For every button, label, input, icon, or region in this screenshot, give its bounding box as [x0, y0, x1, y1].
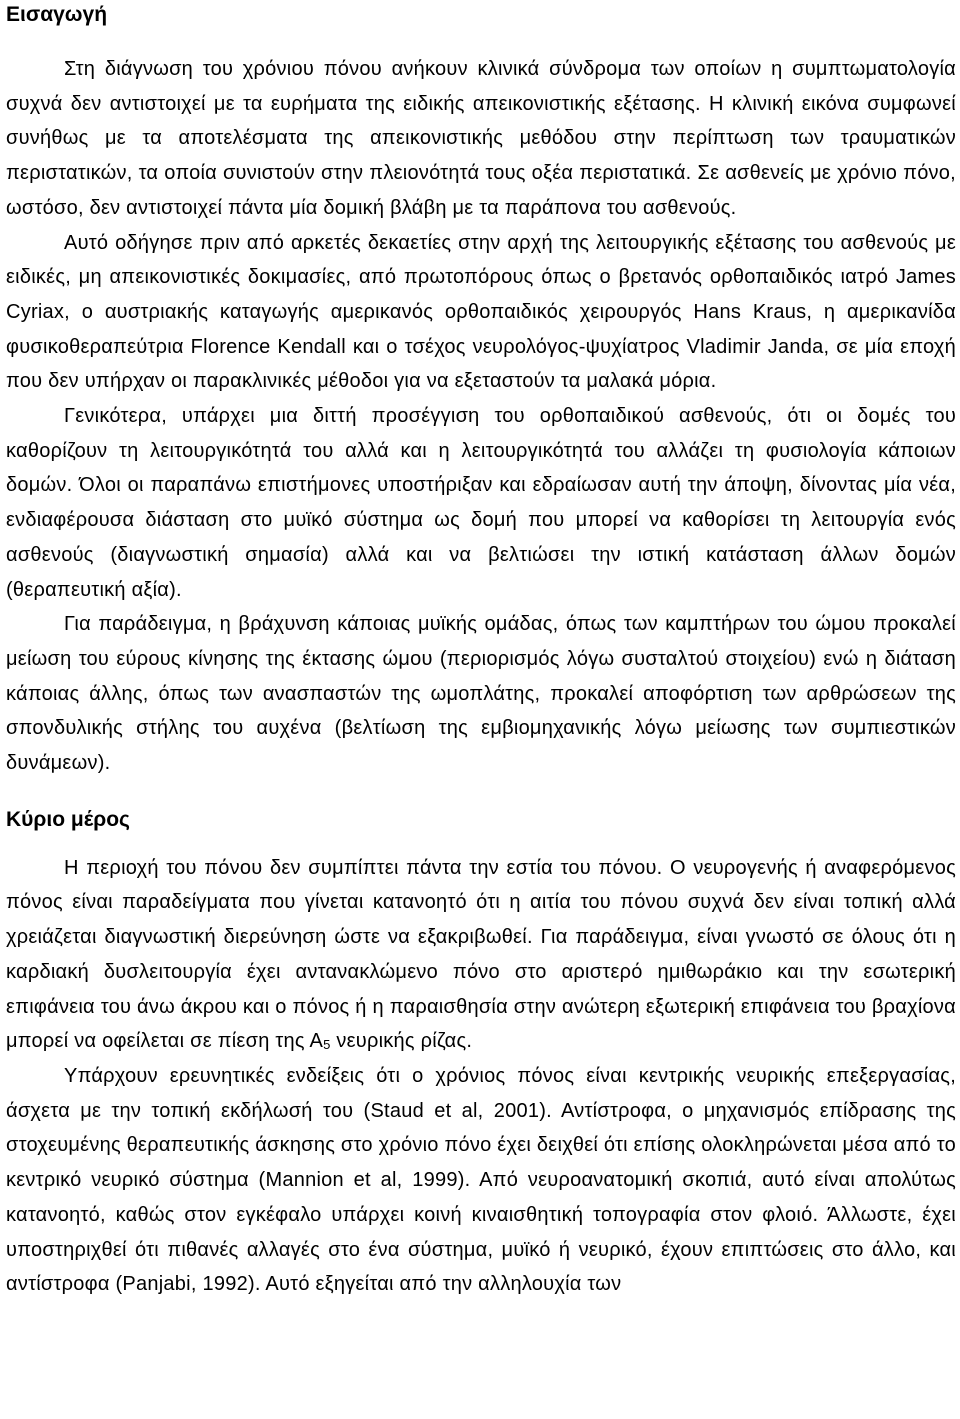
main-paragraph-1-tail: νευρικής ρίζας. [330, 1030, 473, 1053]
main-paragraph-2: Υπάρχουν ερευνητικές ενδείξεις ότι ο χρόνιος πόνος είναι κεντρικής νευρικής επεξεργασίας, άσχετα με την τοπική εκδήλωσή του (Staud et al, 2001). Αντίστροφα, ο μηχανισμός επίδρασης της στοχευμένης θεραπευτικής άσκησης στο χρόνιο πόνο έχει δειχθεί ότι επίσης ολοκληρώνεται μέσα από το κεντρικό νευρικό σύστημα (Mannion et al, 1999). Από νευροανατομική σκοπιά, αυτό είναι απολύτως κατανοητό, καθώς στον εγκέφαλο υπάρχει κοινή κιναισθητική τοπογραφία στον φλοιό. Άλλωστε, έχει υποστηριχθεί ότι πιθανές αλλαγές στο ένα σύστημα, μυϊκό ή νευρικό, έχουν επιπτώσεις στο άλλο, και αντίστροφα (Panjabi, 1992). Αυτό εξηγείται από την αλληλουχία των [6, 1064, 956, 1296]
nerve-root-subscript: 5 [323, 1037, 331, 1053]
section-heading-intro: Εισαγωγή [6, 3, 108, 26]
main-paragraph-1 [6, 851, 956, 1059]
document-page [6, 0, 956, 1302]
intro-paragraph-2: Γενικότερα, υπάρχει μια διττή προσέγγιση του ορθοπαιδικού ασθενούς, ότι οι δομές του καθορίζουν τη λειτουργικότητά του αλλά και η λειτουργικότητά του αλλάζει τη φυσιολογία κάποιων δομών. Όλοι οι παραπάνω επιστήμονες υποστήριξαν και εδραίωσαν αυτή την άποψη, δίνοντας μία νέα, ενδιαφέρουσα διάσταση στο μυϊκό σύστημα ως δομή που μπορεί να καθορίσει τη λειτουργία ενός ασθενούς (διαγνωστική σημασία) αλλά και να βελτιώσει την ιστική κατάσταση άλλων δομών (θεραπευτική αξία). [6, 405, 956, 601]
main-paragraph-1-text: Η περιοχή του πόνου δεν συμπίπτει πάντα την εστία του πόνου. Ο νευρογενής ή αναφερόμενος πόνος είναι παραδείγματα που γίνεται κατανοητό ότι η αιτία του πόνου συχνά δεν είναι τοπική αλλά χρειάζεται διαγνωστική διερεύνηση ώστε να εξακριβωθεί. Για παράδειγμα, είναι γνωστό σε όλους ότι η καρδιακή δυσλειτουργία έχει αντανακλώμενο πόνο στο αριστερό ημιθωράκιο και την εσωτερική επιφάνεια του άνω άκρου και ο πόνος ή η παραισθησία στην ανώτερη εξωτερική επιφάνεια του βραχίονα μπορεί να οφείλεται σε πίεση της Α [6, 856, 956, 1053]
spacer [6, 30, 956, 52]
intro-paragraph-3: Για παράδειγμα, η βράχυνση κάποιας μυϊκής ομάδας, όπως των καμπτήρων του ώμου προκαλεί μείωση του εύρους κίνησης της έκτασης ώμου (περιορισμός λόγω συσταλτού στοιχείου) ενώ η διάταση κάποιας άλλης, όπως των ανασπαστών της ωμοπλάτης, προκαλεί αποφόρτιση των αρθρώσεων της σπονδυλικής στήλης του αυχένα (βελτίωση της εμβιομηχανικής λόγω μείωσης των συμπιεστικών δυνάμεων). [6, 613, 956, 775]
intro-paragraph-1a: Στη διάγνωση του χρόνιου πόνου ανήκουν κλινικά σύνδρομα των οποίων η συμπτωματολογία συχνά δεν αντιστοιχεί με τα ευρήματα της ειδικής απεικονιστικής εξέτασης. Η κλινική εικόνα συμφωνεί συνήθως με τα αποτελέσματα της απεικονιστικής μεθόδου στην περίπτωση των τραυματικών περιστατικών, τα οποία συνιστούν στην πλειονότητά τους οξέα περιστατικά. Σε ασθενείς με χρόνιο πόνο, ωστόσο, δεν αντιστοιχεί πάντα μία δομική βλάβη με τα παράπονα του ασθενούς. [6, 58, 956, 219]
intro-paragraph-1b: Αυτό οδήγησε πριν από αρκετές δεκαετίες στην αρχή της λειτουργικής εξέτασης του ασθενούς με ειδικές, μη απεικονιστικές δοκιμασίες, από πρωτοπόρους όπως ο βρετανός ορθοπαιδικός ιατρό James Cyriax, ο αυστριακής καταγωγής αμερικανός ορθοπαιδικός χειρουργός Hans Kraus, η αμερικανίδα φυσικοθεραπεύτρια Florence Kendall και ο τσέχος νευρολόγος-ψυχίατρος Vladimir Janda, σε μία εποχή που δεν υπήρχαν οι παρακλινικές μέθοδοι για να εξεταστούν τα μαλακά μόρια. [6, 231, 956, 393]
section-heading-main: Κύριο μέρος [6, 807, 130, 831]
